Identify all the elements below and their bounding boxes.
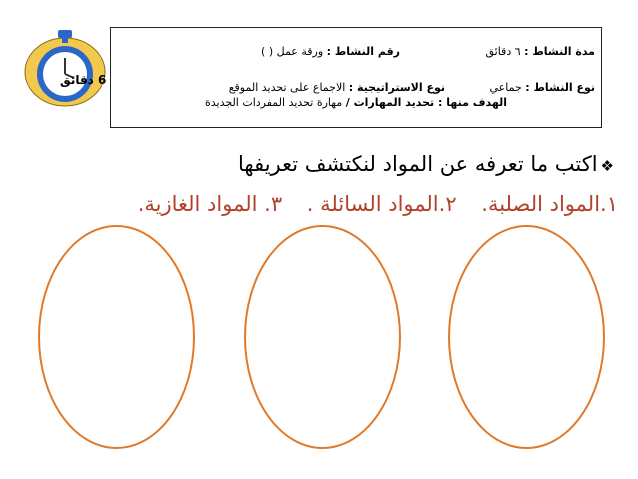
answer-circle-liquid[interactable] [244,225,401,449]
activity-number-value: ورقة عمل ( ) [261,45,324,58]
material-liquid: ٢.المواد السائلة . [306,192,457,216]
goal-label: الهدف منها : تحديد المهارات / [345,96,508,109]
activity-info-box [110,27,602,128]
timer-label: 6 دقائق [60,73,107,87]
material-solid: ١.المواد الصلبة. [481,192,618,216]
materials-heading [120,192,618,216]
duration-label: مدة النشاط : [524,45,595,58]
activity-number-label: رقم النشاط : [326,45,400,58]
activity-type-value: جماعي [489,81,522,94]
diamond-bullet-icon: ❖ [600,157,614,175]
answer-circle-gas[interactable] [38,225,195,449]
info-row-3 [111,96,601,110]
instruction-label: اكتب ما تعرفه عن المواد لنكتشف تعريفها [238,152,598,176]
activity-type-label: نوع النشاط : [525,81,595,94]
goal-value: مهارة تحديد المفردات الجديدة [204,96,343,109]
strategy-label: نوع الاستراتيجية : [348,81,445,94]
answer-circle-solid[interactable] [448,225,605,449]
duration-value: ٦ دقائق [485,45,521,58]
instruction-text [238,152,614,176]
stopwatch-icon [22,26,108,112]
strategy-value: الاجماع على تحديد الموقع [228,81,346,94]
material-gas: ٣. المواد الغازية. [137,192,283,216]
